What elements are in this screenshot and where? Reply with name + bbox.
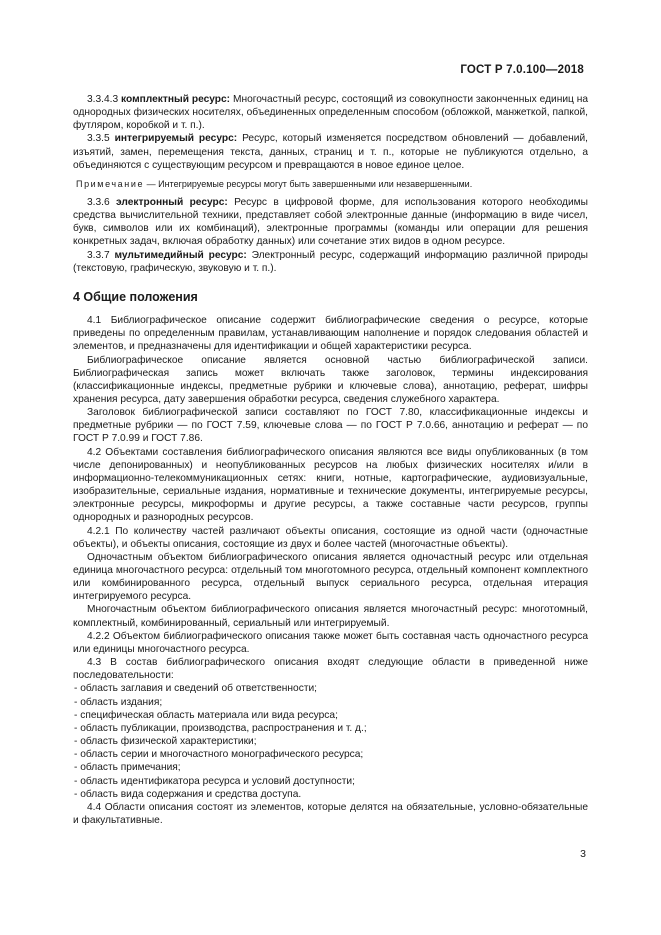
definition-text: Ресурс, который изменяется посредством обновлений — добавлений, изъятий, замен, перемещения текста, данных, страниц и т. п., которые не публикуются отдельно, а объединяются с существующим ресурсом и превращаются в новое единое целое. bbox=[73, 133, 588, 171]
list-item: - область серии и многочастного монографического ресурса; bbox=[74, 749, 364, 761]
definition-3-3-7 bbox=[73, 249, 588, 275]
list-item: - область примечания; bbox=[74, 762, 181, 774]
paragraph: Заголовок библиографической записи составляют по ГОСТ 7.80, классификационные индексы и предметные рубрики — по ГОСТ 7.59, ключевые слова — по ГОСТ Р 7.0.66, аннотацию и реферат — по ГОСТ Р 7.0.99 и ГОСТ 7.86. bbox=[73, 407, 588, 445]
note bbox=[73, 178, 588, 190]
paragraph: 4.4 Области описания состоят из элементов, которые делятся на обязательные, условно-обязательные и факультативные. bbox=[73, 801, 588, 826]
list-item: - область вида содержания и средства доступа. bbox=[74, 788, 302, 800]
note-label: Примечание bbox=[76, 178, 145, 189]
definition-3-3-4-3 bbox=[73, 93, 588, 132]
document-id-header: ГОСТ Р 7.0.100—2018 bbox=[460, 64, 584, 76]
definition-text: Электронный ресурс, содержащий информацию различной природы (текстовую, графическую, звуковую и т. п.). bbox=[73, 249, 588, 274]
note-text: — Интегрируемые ресурсы могут быть завершенными или незавершенными. bbox=[146, 178, 473, 189]
definition-number: 3.3.5 bbox=[87, 133, 110, 145]
paragraph: 4.2.2 Объектом библиографического описания также может быть составная часть одночастного ресурса или единицы многочастного ресурса. bbox=[73, 630, 588, 655]
areas-list bbox=[73, 682, 588, 800]
paragraph: 4.3 В состав библиографического описания входят следующие области в приведенной ниже последовательности: bbox=[73, 657, 588, 682]
list-item: - область публикации, производства, распространения и т. д.; bbox=[74, 722, 367, 734]
paragraph: 4.2 Объектами составления библиографического описания являются все виды опубликованных (в том числе депонированных) и неопубликованных ресурсов на любых физических носителях и/или в информационно-телекоммуникационных сетях: книги, нотные, картографические, аудиовизуальные, изобразительные, сериальные издания, нормативные и технические документы, интегрируемые ресурсы, электронные ресурсы, микроформы и другие ресурсы, а также составные части ресурсов, группы однородных и разнородных ресурсов. bbox=[73, 446, 588, 524]
list-item: - область физической характеристики; bbox=[74, 736, 257, 748]
list-item: - область заглавия и сведений об ответственности; bbox=[74, 683, 318, 695]
definition-term: мультимедийный ресурс: bbox=[114, 249, 247, 261]
list-item: - область издания; bbox=[74, 696, 163, 708]
list-item: - область идентификатора ресурса и условий доступности; bbox=[74, 775, 355, 787]
paragraph: Одночастным объектом библиографического описания является одночастный ресурс или отдельная единица многочастного ресурса: отдельный том многотомного ресурса, отдельный компонент комплектного или комбинированного ресурса, отдельный выпуск сериального ресурса, отдельная итерация интегрируемого ресурса. bbox=[73, 551, 588, 603]
paragraph: 4.2.1 По количеству частей различают объекты описания, состоящие из одной части (одночастные объекты), и объекты описания, состоящие из двух и более частей (многочастные объекты). bbox=[73, 525, 588, 550]
definition-number: 3.3.7 bbox=[87, 249, 110, 261]
definition-text: Многочастный ресурс, состоящий из совокупности законченных единиц на однородных физических носителях, объединенных определенным способом (обложкой, манжеткой, папкой, футляром, коробкой и т. п.). bbox=[73, 94, 589, 132]
definition-term: комплектный ресурс: bbox=[121, 94, 231, 105]
definition-3-3-6 bbox=[73, 196, 588, 249]
page-number: 3 bbox=[580, 848, 586, 860]
paragraph: Библиографическое описание является основной частью библиографической записи. Библиографическая запись может включать также заголовок, термины индексирования (классификационные индексы, предметные рубрики и ключевые слова), аннотацию, реферат, шифры хранения ресурса, дату завершения обработки ресурса, сведения служебного характера. bbox=[73, 354, 588, 405]
definition-number: 3.3.6 bbox=[87, 196, 110, 208]
definition-term: интегрируемый ресурс: bbox=[114, 133, 238, 145]
section-heading: 4 Общие положения bbox=[73, 289, 198, 304]
definition-number: 3.3.4.3 bbox=[87, 94, 119, 105]
paragraph: Многочастным объектом библиографического описания является многочастный ресурс: многотомный, комплектный, комбинированный, сериальный или интегрируемый. bbox=[73, 604, 588, 629]
list-item: - специфическая область материала или вида ресурса; bbox=[74, 709, 338, 721]
definition-text: Ресурс в цифровой форме, для использования которого необходимы средства вычислительной техники, представляет собой электронные данные (информацию в виде чисел, букв, символов или их комбинаций), электронные программы (команды или операции для решения конкретных задач, включая обработку данных) или сочетание этих видов в одном ресурсе. bbox=[73, 196, 588, 248]
page-content bbox=[73, 93, 588, 827]
definition-3-3-5 bbox=[73, 132, 588, 171]
definition-term: электронный ресурс: bbox=[116, 196, 228, 208]
paragraph: 4.1 Библиографическое описание содержит библиографические сведения о ресурсе, которые приведены по определенным правилам, устанавливающим наполнение и порядок следования областей и элементов, и предназначены для идентификации и общей характеристики ресурса. bbox=[73, 315, 588, 353]
